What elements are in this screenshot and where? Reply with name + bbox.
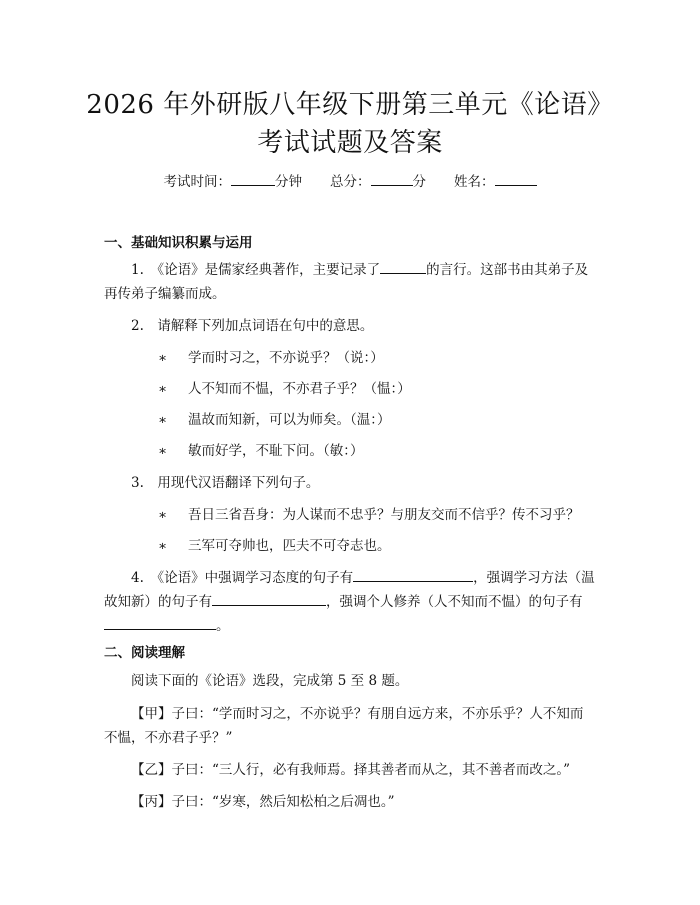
time-blank[interactable] (231, 171, 275, 186)
time-unit: 分钟 (275, 174, 302, 190)
q1-text-a: 1. 《论语》是儒家经典著作，主要记录了 (131, 262, 381, 278)
q4-text-a: 4. 《论语》中强调学习态度的句子有 (131, 570, 354, 586)
q3-item-text: 吾日三省吾身：为人谋而不忠乎？与朋友交而不信乎？传不习乎？ (188, 507, 580, 523)
reading-intro: 阅读下面的《论语》选段，完成第 5 至 8 题。 (131, 673, 409, 689)
document-title-line1: 2026 年外研版八年级下册第三单元《论语》 (86, 90, 614, 120)
q2-item (158, 377, 411, 397)
score-blank[interactable] (371, 171, 413, 186)
q3-item (158, 503, 580, 523)
bullet-mark: ∗ (158, 412, 168, 428)
q4-blank-2[interactable] (212, 591, 326, 606)
passage-bing: 【丙】子曰：“岁寒，然后知松柏之后凋也。” (131, 794, 395, 810)
q3-item-text: 三军可夺帅也，匹夫不可夺志也。 (188, 538, 391, 554)
passage-yi: 【乙】子曰：“三人行，必有我师焉。择其善者而从之，其不善者而改之。” (131, 762, 571, 778)
score-unit: 分 (412, 174, 426, 190)
question-4 (104, 566, 596, 638)
q2-item (158, 346, 384, 366)
q2-item (158, 408, 391, 428)
bullet-mark: ∗ (158, 538, 168, 554)
section1-heading: 一、基础知识积累与运用 (104, 235, 253, 251)
bullet-mark: ∗ (158, 507, 168, 523)
document-title-line2: 考试试题及答案 (257, 128, 443, 158)
bullet-mark: ∗ (158, 381, 168, 397)
bullet-mark: ∗ (158, 350, 168, 366)
q4-text-b: ，强调学习方法（温故知新）的句子有 (104, 570, 595, 610)
question-2: 2. 请解释下列加点词语在句中的意思。 (131, 318, 374, 334)
q4-text-d: 。 (216, 618, 230, 634)
time-label: 考试时间： (163, 174, 231, 190)
q2-item-text: 学而时习之，不亦说乎？（说：） (188, 350, 384, 366)
q4-blank-1[interactable] (353, 567, 473, 582)
q1-blank[interactable] (380, 259, 426, 274)
exam-meta (0, 170, 700, 190)
q2-item (158, 439, 364, 459)
q3-item (158, 534, 391, 554)
section2-heading: 二、阅读理解 (104, 645, 185, 661)
q2-item-text: 人不知而不愠，不亦君子乎？（愠：） (188, 381, 411, 397)
question-3: 3. 用现代汉语翻译下列句子。 (131, 475, 320, 491)
question-1 (104, 258, 596, 306)
bullet-mark: ∗ (158, 443, 168, 459)
name-label: 姓名： (454, 174, 495, 190)
score-label: 总分： (330, 174, 371, 190)
q4-text-c: ，强调个人修养（人不知而不愠）的句子有 (326, 594, 583, 610)
q1-text-b: 的言行。这部书由其弟子及再传弟子编纂而成。 (104, 262, 589, 302)
q2-item-text: 敏而好学，不耻下问。（敏：） (188, 443, 364, 459)
q4-blank-3[interactable] (104, 615, 216, 630)
q2-item-text: 温故而知新，可以为师矣。（温：） (188, 412, 391, 428)
passage-jia: 【甲】子曰：“学而时习之，不亦说乎？有朋自远方来，不亦乐乎？人不知而不愠，不亦君子乎？” (104, 706, 584, 746)
name-blank[interactable] (495, 171, 537, 186)
